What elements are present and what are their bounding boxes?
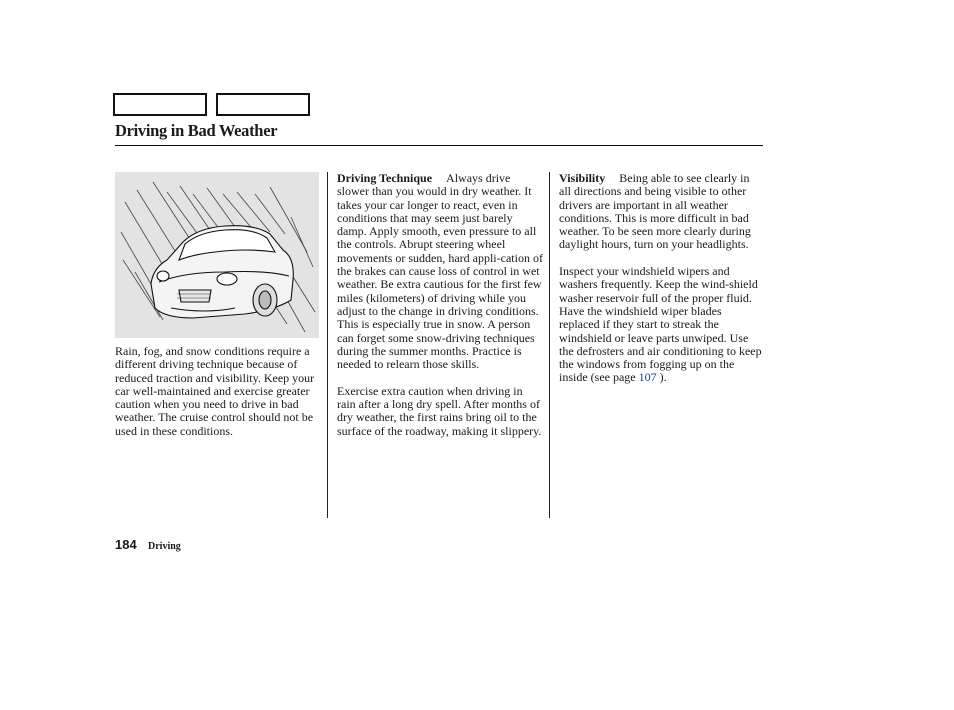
visibility-paragraph: [559, 172, 764, 252]
left-column: [115, 345, 321, 451]
driving-technique-paragraph: [337, 172, 543, 371]
wipers-paragraph: [559, 265, 764, 385]
nav-tab-box-2[interactable]: [216, 93, 310, 116]
intro-paragraph: Rain, fog, and snow conditions require a different driving technique because of reduced traction and visibility. Keep your car well-maintained and exercise greater caution when you need to drive in bad weather. The cruise control should not be used in these conditions.: [115, 344, 315, 438]
column-divider-1: [327, 172, 328, 518]
right-column: [559, 172, 764, 398]
middle-column: [337, 172, 543, 451]
page-title: Driving in Bad Weather: [115, 121, 278, 140]
driving-technique-text: Always drive slower than you would in dry weather. It takes your car longer to react, even in conditions that may seem just barely damp. Apply smooth, even pressure to all the controls. Abrupt steering wheel movements or sudden, hard appli-cation of the brakes can cause loss of control in wet weather. Be extra cautious for the first few miles (kilometers) of driving while you adjust to the change in driving conditions. This is especially true in snow. A person can forget some snow-driving techniques during the summer months. Practice is needed to relearn those skills.: [337, 171, 543, 372]
wipers-text: Inspect your windshield wipers and washers frequently. Keep the wind-shield washer reservoir full of the proper fluid. Have the windshield wiper blades replaced if they start to streak the windshield or leave parts unwiped. Use the defrosters and air conditioning to keep the windows from fogging up on the inside (see page: [559, 264, 762, 385]
wipers-text-end: ).: [656, 370, 667, 385]
column-divider-2: [549, 172, 550, 518]
page-reference-link[interactable]: 107: [638, 370, 657, 385]
car-rain-svg: [115, 172, 319, 338]
title-divider: [115, 145, 763, 146]
visibility-heading: Visibility: [559, 171, 606, 185]
nav-tab-box-1[interactable]: [113, 93, 207, 116]
section-label: Driving: [148, 541, 181, 552]
driving-technique-heading: Driving Technique: [337, 171, 433, 185]
page-number: 184: [115, 537, 137, 552]
visibility-text: Being able to see clearly in all directions and being visible to other drivers are important in all weather conditions. This is more difficult in bad weather. To be seen more clearly during daylight hours, turn on your headlights.: [559, 171, 751, 252]
car-in-rain-illustration: [115, 172, 319, 338]
extra-caution-paragraph: Exercise extra caution when driving in rain after a long dry spell. After months of dry weather, the first rains bring oil to the surface of the roadway, making it slippery.: [337, 383, 542, 438]
